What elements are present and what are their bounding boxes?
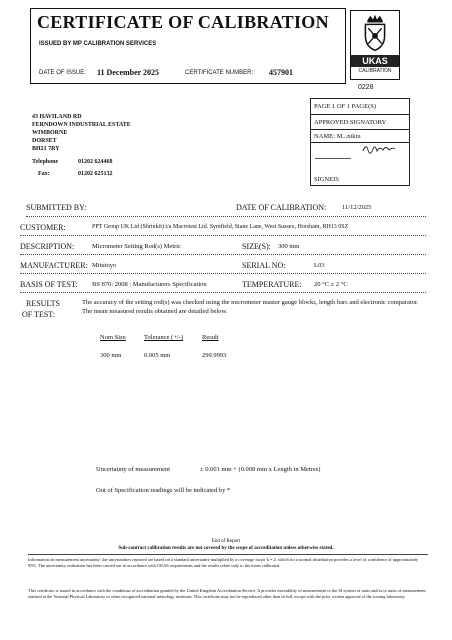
- temperature-value: 20 °C ± 2 °C: [314, 281, 348, 288]
- approved-signatory: APPROVED SIGNATORY: [311, 115, 409, 130]
- telephone-value: 01202 624468: [78, 159, 113, 165]
- signature-rule: [315, 158, 351, 159]
- page-count: PAGE 1 OF 1 PAGE(S): [311, 99, 409, 115]
- accreditation-number: 0228: [358, 84, 374, 91]
- table-cell-result: 299.9993: [202, 352, 227, 359]
- description-value: Micrometer Setting Rod(s) Metric: [92, 243, 181, 250]
- basis-of-test-value: BS 870: 2008 : Manufacturers Specification: [92, 281, 207, 288]
- fax-value: 01202 625132: [78, 171, 113, 177]
- end-of-report: End of Report: [211, 539, 241, 544]
- column-header-tolerance: Tolerance (+/-): [144, 334, 184, 341]
- of-test-label: OF TEST:: [22, 310, 56, 319]
- certificate-header: [30, 8, 346, 84]
- manufacturer-label: MANUFACTURER:: [20, 261, 88, 270]
- calibration-caption: CALIBRATION: [358, 68, 392, 74]
- results-description: The accuracy of the setting rod(s) was checked using the micrometer master gauge blocks, length bars and electronic comparator. The mean measured results obtained are detailed below.: [82, 299, 419, 315]
- serial-number-value: L03: [314, 262, 325, 269]
- certificate-number-value: 457901: [269, 68, 293, 77]
- customer-value: PPT Group UK Ltd (Shrinkit) t/a Macrotest Ltd. Symfield, Stane Lane, West Sussex, Horsham, RH13 0SZ: [92, 224, 349, 230]
- address-line: FERNDOWN INDUSTRIAL ESTATE: [32, 122, 131, 128]
- signatory-box: [310, 98, 410, 186]
- temperature-label: TEMPERATURE:: [242, 280, 302, 289]
- column-header-result: Result: [202, 334, 219, 341]
- address-line: WIMBORNE: [32, 130, 68, 136]
- address-line: 43 HAVILAND RD: [32, 114, 82, 120]
- footer-paragraph: This certificate is issued in accordance with the conditions of accreditation granted by the United Kingdom Accreditation Service. It provides traceability of measurement to the SI system of units and/or to units of measurement realised at the National Physical Laboratory or other recognised national metrology institutes. This certificate may not be reproduced other than in full, except with the prior written approval of the issuing laboratory.: [28, 588, 426, 599]
- ukas-logo: [350, 10, 400, 80]
- divider: [20, 292, 426, 293]
- serial-number-label: SERIAL NO:: [242, 261, 286, 270]
- signatory-name: NAME: M...nikiu: [311, 130, 409, 143]
- footer-divider: [28, 554, 428, 555]
- certificate-title: CERTIFICATE OF CALIBRATION: [37, 12, 329, 32]
- out-of-spec-note: Out of Specification readings will be indicated by *: [96, 487, 231, 494]
- column-header-nom-size: Nom Size: [100, 334, 126, 341]
- divider: [26, 216, 426, 217]
- results-label: RESULTS: [26, 299, 60, 308]
- telephone-label: Telephone: [32, 159, 59, 165]
- address-line: BH21 7RY: [32, 146, 60, 152]
- address-line: DORSET: [32, 138, 57, 144]
- description-label: DESCRIPTION:: [20, 242, 75, 251]
- date-of-calibration-value: 11/12/2025: [342, 204, 372, 211]
- manufacturer-value: Mitutoyo: [92, 262, 117, 269]
- date-of-issue-value: 11 December 2025: [97, 68, 160, 77]
- date-of-calibration-label: DATE OF CALIBRATION:: [236, 203, 327, 212]
- issued-by: ISSUED BY MP CALIBRATION SERVICES: [39, 41, 157, 47]
- divider: [20, 273, 426, 274]
- ukas-wordmark: UKAS: [351, 55, 399, 67]
- footer-paragraph: Information on measurement uncertainty: the uncertainties reported are based on a standard uncertainty multiplied by a coverage factor k = 2, which for a normal distribution provides a level of confidence of approximately 95%. The uncertainty evaluation has been carried out in accordance with UKAS requirements and the results relate only to the items calibrated.: [28, 557, 419, 568]
- uncertainty-label: Uncertainty of measurement: [96, 466, 170, 473]
- customer-label: CUSTOMER:: [20, 223, 66, 232]
- subcontract-warning: Sub-contract calibration results are not covered by the scope of accreditation unless otherwise stated.: [118, 546, 334, 551]
- date-of-issue-label: DATE OF ISSUE:: [39, 70, 86, 76]
- divider: [20, 235, 426, 236]
- submitted-by-label: SUBMITTED BY:: [26, 203, 87, 212]
- fax-label: Fax:: [38, 171, 50, 177]
- sizes-label: SIZE(S):: [242, 242, 271, 251]
- basis-of-test-label: BASIS OF TEST:: [20, 280, 78, 289]
- signature-mark: [361, 141, 397, 155]
- certificate-number-label: CERTIFICATE NUMBER:: [185, 70, 254, 76]
- uncertainty-value: ± 0.001 mm + (0.008 mm x Length in Metres): [200, 466, 321, 473]
- table-cell-nom-size: 300 mm: [100, 352, 122, 359]
- table-cell-tolerance: 0.005 mm: [144, 352, 171, 359]
- crown-icon: [351, 11, 399, 55]
- signed-label: SIGNED:: [314, 176, 340, 183]
- sizes-value: 300 mm: [278, 243, 300, 250]
- divider: [20, 254, 426, 255]
